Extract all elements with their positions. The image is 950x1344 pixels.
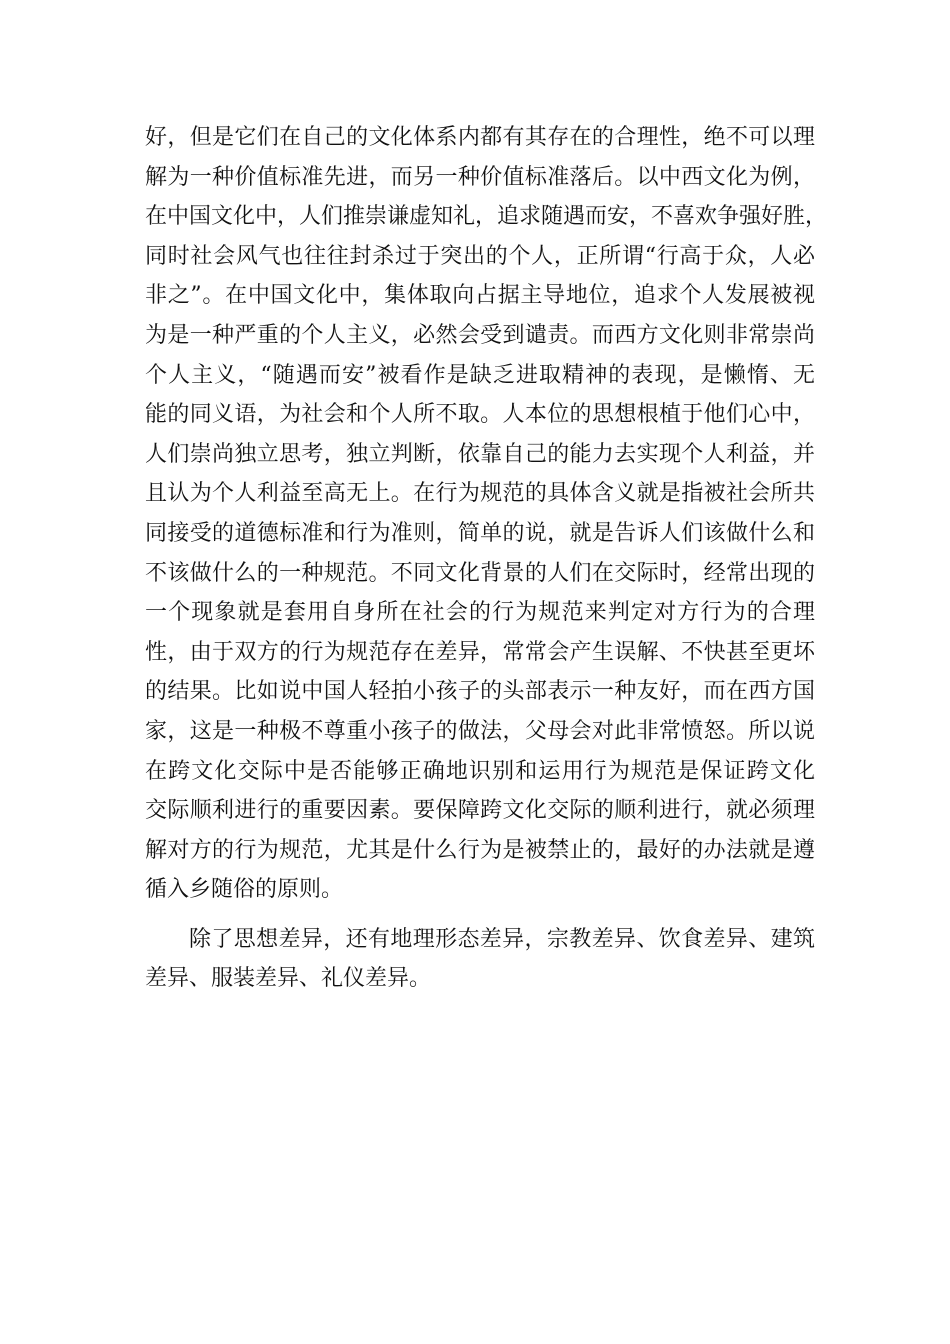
text-line: 解对方的行为规范，尤其是什么行为是被禁止的，最好的办法就是遵 bbox=[145, 837, 815, 863]
text-line: 非之”。在中国文化中，集体取向占据主导地位，追求个人发展被视 bbox=[145, 283, 815, 309]
paragraph-1 bbox=[145, 118, 828, 910]
text-line: 解为一种价值标准先进，而另一种价值标准落后。以中西文化为例， bbox=[145, 164, 815, 190]
paragraph-spacer bbox=[145, 910, 815, 920]
text-line: 性，由于双方的行为规范存在差异，常常会产生误解、不快甚至更坏 bbox=[145, 639, 815, 665]
text-line: 能的同义语，为社会和个人所不取。人本位的思想根植于他们心中， bbox=[145, 402, 815, 428]
text-line: 为是一种严重的个人主义，必然会受到谴责。而西方文化则非常崇尚 bbox=[145, 322, 815, 348]
text-line: 个人主义，“随遇而安”被看作是缺乏进取精神的表现，是懒惰、无 bbox=[145, 362, 815, 388]
text-line: 不该做什么的一种规范。不同文化背景的人们在交际时，经常出现的 bbox=[145, 560, 815, 586]
text-line: 的结果。比如说中国人轻拍小孩子的头部表示一种友好，而在西方国 bbox=[145, 679, 815, 705]
text-line: 在中国文化中，人们推崇谦虚知礼，追求随遇而安，不喜欢争强好胜， bbox=[145, 204, 828, 230]
text-line: 除了思想差异，还有地理形态差异，宗教差异、饮食差异、建筑 bbox=[189, 926, 815, 952]
text-line: 好，但是它们在自己的文化体系内都有其存在的合理性，绝不可以理 bbox=[145, 125, 815, 150]
text-line: 循入乡随俗的原则。 bbox=[145, 877, 344, 903]
text-line: 在跨文化交际中是否能够正确地识别和运用行为规范是保证跨文化 bbox=[145, 758, 815, 784]
paragraph-2 bbox=[145, 920, 815, 999]
text-line: 交际顺利进行的重要因素。要保障跨文化交际的顺利进行，就必须理 bbox=[145, 798, 815, 824]
body-text bbox=[145, 118, 828, 999]
text-line: 同接受的道德标准和行为准则，简单的说，就是告诉人们该做什么和 bbox=[145, 520, 815, 546]
text-line: 人们崇尚独立思考，独立判断，依靠自己的能力去实现个人利益，并 bbox=[145, 441, 815, 467]
text-line: 差异、服装差异、礼仪差异。 bbox=[145, 966, 432, 992]
text-line: 家，这是一种极不尊重小孩子的做法，父母会对此非常愤怒。所以说 bbox=[145, 718, 815, 744]
text-line: 一个现象就是套用自身所在社会的行为规范来判定对方行为的合理 bbox=[145, 600, 815, 626]
text-line: 同时社会风气也往往封杀过于突出的个人，正所谓“行高于众，人必 bbox=[145, 243, 815, 269]
text-line: 且认为个人利益至高无上。在行为规范的具体含义就是指被社会所共 bbox=[145, 481, 815, 507]
